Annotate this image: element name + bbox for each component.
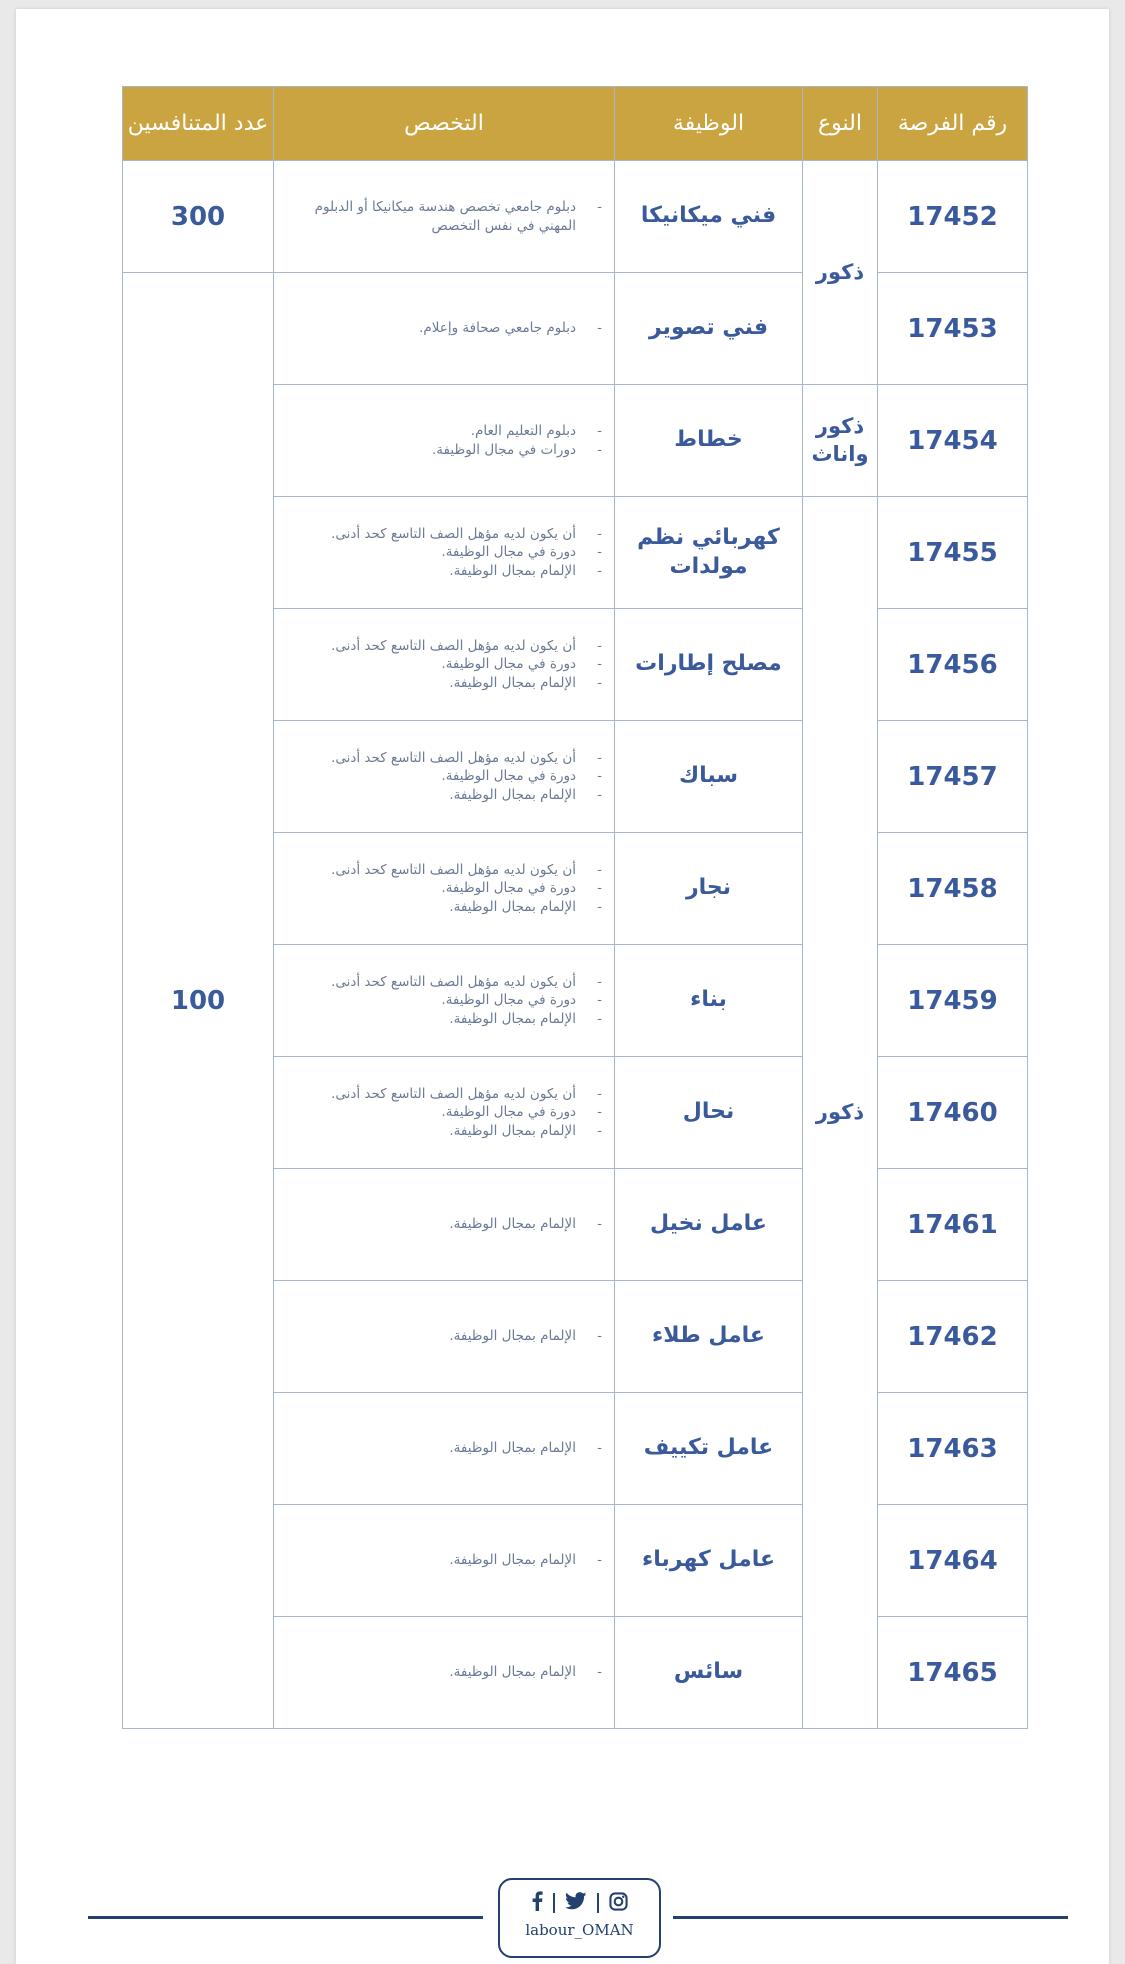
- requirements-list: [274, 1663, 614, 1681]
- job-title-cell: عامل نخيل: [615, 1169, 803, 1281]
- requirement-item: - أن يكون لديه مؤهل الصف التاسع كحد أدنى.: [300, 861, 576, 879]
- requirements-list: [274, 198, 614, 234]
- opportunity-number-cell: 17458: [878, 833, 1028, 945]
- job-title-cell: نجار: [615, 833, 803, 945]
- competitors-count-cell: 300: [123, 161, 274, 273]
- opportunity-number-cell: 17456: [878, 609, 1028, 721]
- job-title-cell: عامل طلاء: [615, 1281, 803, 1393]
- opportunity-number-cell: 17452: [878, 161, 1028, 273]
- requirement-item: - أن يكون لديه مؤهل الصف التاسع كحد أدنى.: [300, 637, 576, 655]
- requirements-list: [274, 525, 614, 580]
- requirements-list: [274, 861, 614, 916]
- requirements-list: [274, 1551, 614, 1569]
- requirement-item: - الإلمام بمجال الوظيفة.: [300, 786, 576, 804]
- requirement-item: - الإلمام بمجال الوظيفة.: [300, 1327, 576, 1345]
- table-row: [123, 161, 1028, 273]
- specialization-cell: [274, 1393, 615, 1505]
- requirement-item: - الإلمام بمجال الوظيفة.: [300, 1439, 576, 1457]
- requirement-item: - أن يكون لديه مؤهل الصف التاسع كحد أدنى.: [300, 1085, 576, 1103]
- table-row: [123, 273, 1028, 385]
- job-title-cell: كهربائي نظم مولدات: [615, 497, 803, 609]
- job-title-cell: فني تصوير: [615, 273, 803, 385]
- specialization-cell: [274, 721, 615, 833]
- requirements-list: [274, 319, 614, 337]
- requirement-item: - دورات في مجال الوظيفة.: [300, 441, 576, 459]
- requirement-item: - دبلوم جامعي تخصص هندسة ميكانيكا أو الدبلوم المهني في نفس التخصص: [300, 198, 576, 234]
- icon-separator: [553, 1893, 555, 1913]
- job-title-cell: عامل تكييف: [615, 1393, 803, 1505]
- opportunity-number-cell: 17454: [878, 385, 1028, 497]
- header-job: الوظيفة: [615, 87, 803, 161]
- facebook-icon[interactable]: [531, 1891, 543, 1915]
- requirement-item: - الإلمام بمجال الوظيفة.: [300, 1663, 576, 1681]
- specialization-cell: [274, 273, 615, 385]
- requirement-item: - دورة في مجال الوظيفة.: [300, 767, 576, 785]
- specialization-cell: [274, 833, 615, 945]
- job-title-cell: عامل كهرباء: [615, 1505, 803, 1617]
- requirement-item: - أن يكون لديه مؤهل الصف التاسع كحد أدنى.: [300, 973, 576, 991]
- job-title-cell: بناء: [615, 945, 803, 1057]
- requirement-item: - أن يكون لديه مؤهل الصف التاسع كحد أدنى.: [300, 749, 576, 767]
- opportunity-number-cell: 17455: [878, 497, 1028, 609]
- specialization-cell: [274, 1617, 615, 1729]
- requirement-item: - دورة في مجال الوظيفة.: [300, 879, 576, 897]
- requirement-item: - دورة في مجال الوظيفة.: [300, 655, 576, 673]
- requirement-item: - الإلمام بمجال الوظيفة.: [300, 1122, 576, 1140]
- requirement-item: - دورة في مجال الوظيفة.: [300, 543, 576, 561]
- specialization-cell: [274, 1281, 615, 1393]
- requirement-item: - الإلمام بمجال الوظيفة.: [300, 674, 576, 692]
- header-specialization: التخصص: [274, 87, 615, 161]
- requirement-item: - الإلمام بمجال الوظيفة.: [300, 562, 576, 580]
- gender-cell: ذكور: [803, 497, 878, 1729]
- requirements-list: [274, 422, 614, 458]
- specialization-cell: [274, 945, 615, 1057]
- requirement-item: - الإلمام بمجال الوظيفة.: [300, 898, 576, 916]
- opportunity-number-cell: 17462: [878, 1281, 1028, 1393]
- requirements-list: [274, 749, 614, 804]
- icon-separator: [597, 1893, 599, 1913]
- specialization-cell: [274, 385, 615, 497]
- requirements-list: [274, 1085, 614, 1140]
- opportunity-number-cell: 17463: [878, 1393, 1028, 1505]
- requirement-item: - دبلوم التعليم العام.: [300, 422, 576, 440]
- table-header-row: [123, 87, 1028, 161]
- requirement-item: - أن يكون لديه مؤهل الصف التاسع كحد أدنى.: [300, 525, 576, 543]
- social-icons: [500, 1891, 659, 1915]
- specialization-cell: [274, 161, 615, 273]
- job-title-cell: نحال: [615, 1057, 803, 1169]
- opportunity-number-cell: 17459: [878, 945, 1028, 1057]
- requirement-item: - الإلمام بمجال الوظيفة.: [300, 1010, 576, 1028]
- header-opportunity-number: رقم الفرصة: [878, 87, 1028, 161]
- job-title-cell: مصلح إطارات: [615, 609, 803, 721]
- job-title-cell: فني ميكانيكا: [615, 161, 803, 273]
- requirement-item: - الإلمام بمجال الوظيفة.: [300, 1215, 576, 1233]
- twitter-icon[interactable]: [565, 1892, 587, 1914]
- requirement-item: - الإلمام بمجال الوظيفة.: [300, 1551, 576, 1569]
- header-gender: النوع: [803, 87, 878, 161]
- requirement-item: - دبلوم جامعي صحافة وإعلام.: [300, 319, 576, 337]
- table-body: [123, 161, 1028, 1729]
- opportunity-number-cell: 17453: [878, 273, 1028, 385]
- requirements-list: [274, 637, 614, 692]
- gender-cell: ذكور واناث: [803, 385, 878, 497]
- opportunity-number-cell: 17457: [878, 721, 1028, 833]
- requirement-item: - دورة في مجال الوظيفة.: [300, 1103, 576, 1121]
- gender-cell: ذكور: [803, 161, 878, 385]
- specialization-cell: [274, 497, 615, 609]
- opportunity-number-cell: 17464: [878, 1505, 1028, 1617]
- requirements-list: [274, 1439, 614, 1457]
- requirement-item: - دورة في مجال الوظيفة.: [300, 991, 576, 1009]
- footer-divider-right: [673, 1916, 1068, 1919]
- social-media-badge: [498, 1878, 661, 1958]
- specialization-cell: [274, 1505, 615, 1617]
- opportunity-number-cell: 17460: [878, 1057, 1028, 1169]
- document-page: [16, 9, 1109, 1964]
- job-title-cell: سباك: [615, 721, 803, 833]
- footer-divider-left: [88, 1916, 483, 1919]
- social-handle[interactable]: labour_OMAN: [525, 1921, 634, 1939]
- job-title-cell: سائس: [615, 1617, 803, 1729]
- instagram-icon[interactable]: [609, 1892, 628, 1915]
- requirements-list: [274, 973, 614, 1028]
- specialization-cell: [274, 1057, 615, 1169]
- job-title-cell: خطاط: [615, 385, 803, 497]
- jobs-table: [122, 86, 1028, 1729]
- specialization-cell: [274, 1169, 615, 1281]
- requirements-list: [274, 1327, 614, 1345]
- opportunity-number-cell: 17461: [878, 1169, 1028, 1281]
- opportunity-number-cell: 17465: [878, 1617, 1028, 1729]
- competitors-count-cell: 100: [123, 273, 274, 1729]
- requirements-list: [274, 1215, 614, 1233]
- specialization-cell: [274, 609, 615, 721]
- header-competitors: عدد المتنافسين: [123, 87, 274, 161]
